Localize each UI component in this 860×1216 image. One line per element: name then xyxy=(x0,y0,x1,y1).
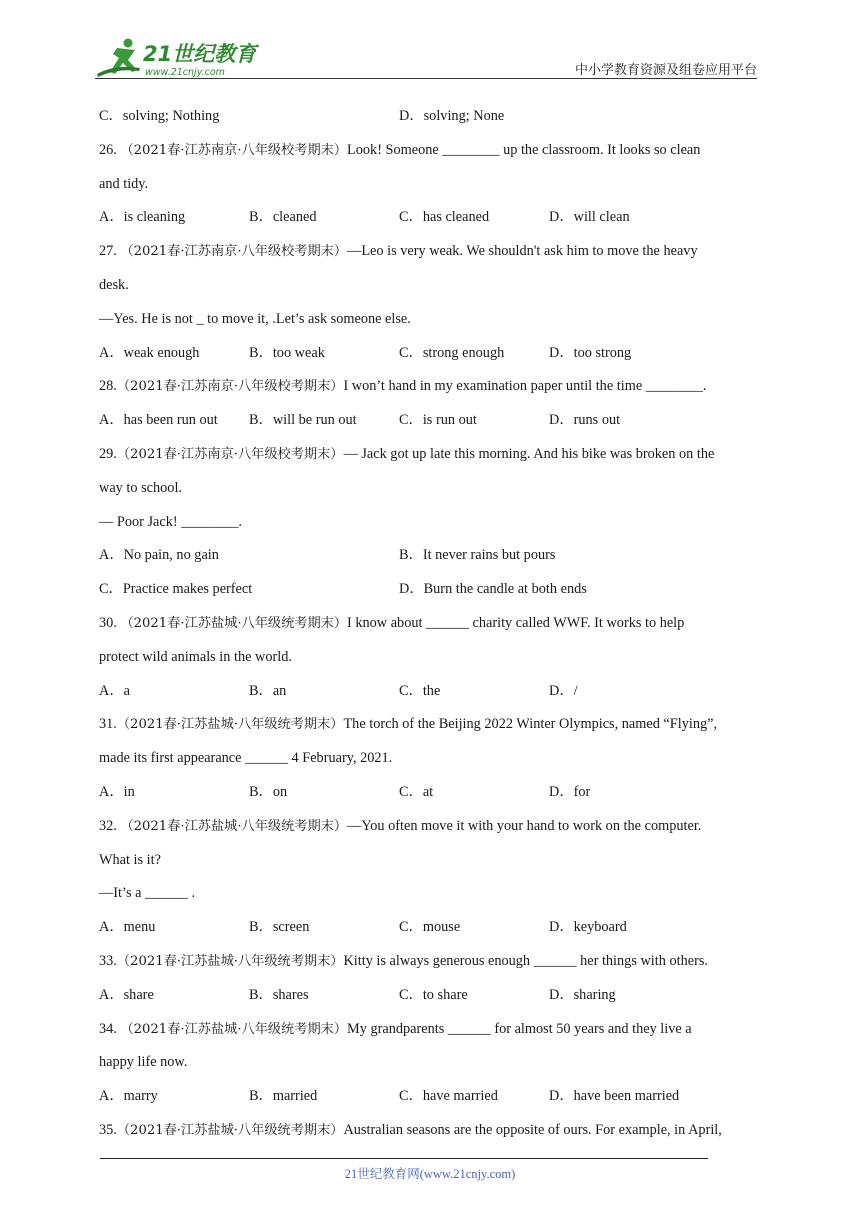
question-32: 32. （2021春·江苏盐城·八年级统考期末）—You often move it with your hand to work on the computer. xyxy=(99,817,702,834)
option-d: D．Burn the candle at both ends xyxy=(399,581,587,598)
option-d: D．keyboard xyxy=(549,919,627,936)
options-33 xyxy=(99,979,764,1013)
question-28: 28.（2021春·江苏南京·八年级校考期末）I won’t hand in my examination paper until the time ________. xyxy=(99,378,707,395)
logo xyxy=(95,34,265,78)
options-29-cd xyxy=(99,573,764,607)
option-d: D．too strong xyxy=(549,344,632,361)
question-34: 34. （2021春·江苏盐城·八年级统考期末）My grandparents ______ for almost 50 years and they live a xyxy=(99,1020,692,1037)
option-a: A．weak enough xyxy=(99,344,200,361)
question-text: —It’s a ______ . xyxy=(99,885,196,902)
options-30 xyxy=(99,675,764,709)
question-text: —Yes. He is not _ to move it, .Let’s ask someone else. xyxy=(99,310,411,327)
question-text: happy life now. xyxy=(99,1054,188,1071)
question-text: desk. xyxy=(99,276,129,293)
option-c: C．strong enough xyxy=(399,344,505,361)
footer-divider xyxy=(100,1158,708,1159)
options-26 xyxy=(99,201,764,235)
option-b: B．screen xyxy=(249,919,310,936)
question-30: 30. （2021春·江苏盐城·八年级统考期末）I know about ______ charity called WWF. It works to help xyxy=(99,614,685,631)
svg-text:21世纪教育: 21世纪教育 xyxy=(143,42,257,66)
question-text: way to school. xyxy=(99,479,182,496)
question-text: protect wild animals in the world. xyxy=(99,648,292,665)
option-b: B．shares xyxy=(249,986,309,1003)
option-d: D．sharing xyxy=(549,986,616,1003)
option-b: B．an xyxy=(249,682,287,699)
options-34 xyxy=(99,1080,764,1114)
option-b: B．married xyxy=(249,1088,318,1105)
option-c: C．at xyxy=(399,783,434,800)
option-d: D．solving; None xyxy=(399,108,505,124)
options-28 xyxy=(99,404,764,438)
option-a: A．marry xyxy=(99,1088,158,1105)
q25-options xyxy=(99,100,764,134)
question-35: 35.（2021春·江苏盐城·八年级统考期末）Australian seasons are the opposite of ours. For example, in April, xyxy=(99,1121,722,1138)
option-a: A．in xyxy=(99,783,135,800)
option-c: C．have married xyxy=(399,1088,498,1105)
option-a: A．share xyxy=(99,986,154,1003)
options-32 xyxy=(99,911,764,945)
option-a: A．has been run out xyxy=(99,412,218,429)
option-d: D．for xyxy=(549,783,591,800)
option-a: A．No pain, no gain xyxy=(99,547,219,564)
question-27: 27. （2021春·江苏南京·八年级校考期末）—Leo is very weak. We shouldn't ask him to move the heavy xyxy=(99,243,698,260)
page-header xyxy=(95,30,757,80)
options-29-ab xyxy=(99,539,764,573)
option-c: C．to share xyxy=(399,986,468,1003)
option-d: D．will clean xyxy=(549,209,630,226)
question-33: 33.（2021春·江苏盐城·八年级统考期末）Kitty is always generous enough ______ her things with others. xyxy=(99,952,708,969)
option-c: C．is run out xyxy=(399,412,477,429)
platform-name: 中小学教育资源及组卷应用平台 xyxy=(574,63,757,78)
option-c: C．Practice makes perfect xyxy=(99,581,253,598)
option-c: C．solving; Nothing xyxy=(99,108,220,124)
option-a: A．a xyxy=(99,682,130,699)
question-list xyxy=(99,100,764,1148)
option-d: D．have been married xyxy=(549,1088,680,1105)
options-31 xyxy=(99,776,764,810)
question-text: made its first appearance ______ 4 February, 2021. xyxy=(99,750,393,767)
option-d: D．/ xyxy=(549,682,578,699)
question-text: What is it? xyxy=(99,851,161,868)
option-a: A．is cleaning xyxy=(99,209,186,226)
option-c: C．the xyxy=(399,682,441,699)
option-b: B．cleaned xyxy=(249,209,317,226)
svg-text:www.21cnjy.com: www.21cnjy.com xyxy=(145,67,225,78)
option-b: B．It never rains but pours xyxy=(399,547,556,564)
option-b: B．will be run out xyxy=(249,412,357,429)
question-31: 31.（2021春·江苏盐城·八年级统考期末）The torch of the Beijing 2022 Winter Olympics, named “Flying”, xyxy=(99,716,718,733)
option-b: B．on xyxy=(249,783,288,800)
question-text: — Poor Jack! ________. xyxy=(99,513,242,530)
option-a: A．menu xyxy=(99,919,156,936)
options-27 xyxy=(99,337,764,371)
option-c: C．mouse xyxy=(399,919,461,936)
option-b: B．too weak xyxy=(249,344,325,361)
footer-link[interactable]: 21世纪教育网(www.21cnjy.com) xyxy=(344,1167,516,1181)
header-divider xyxy=(95,78,757,79)
question-29: 29.（2021春·江苏南京·八年级校考期末）— Jack got up late this morning. And his bike was broken on the xyxy=(99,445,715,462)
option-d: D．runs out xyxy=(549,412,621,429)
option-c: C．has cleaned xyxy=(399,209,490,226)
question-text: and tidy. xyxy=(99,175,149,192)
question-26: 26. （2021春·江苏南京·八年级校考期末）Look! Someone ________ up the classroom. It looks so clean xyxy=(99,141,701,158)
